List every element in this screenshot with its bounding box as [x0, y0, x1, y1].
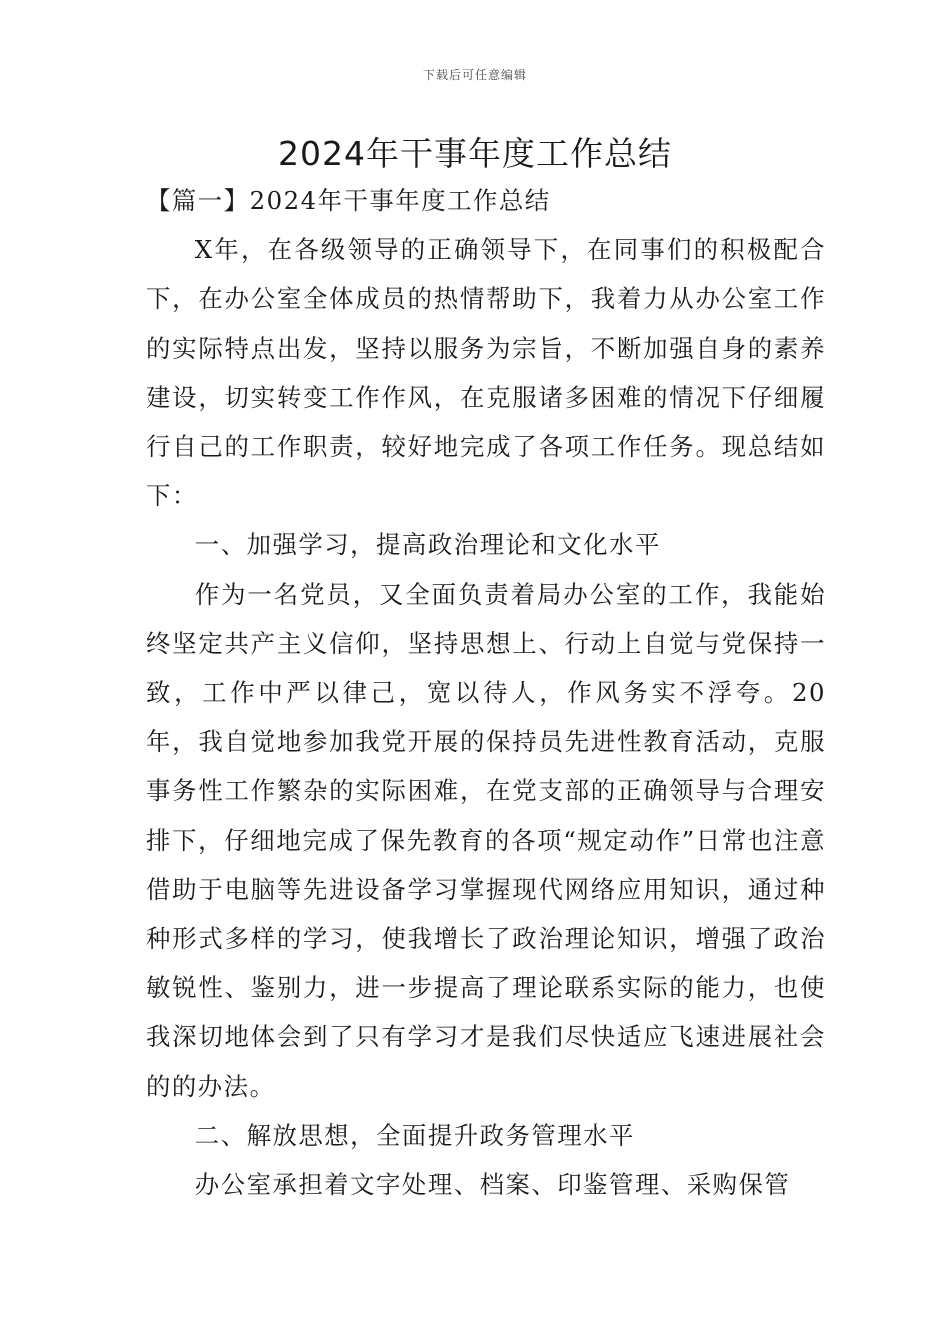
section-subtitle: 【篇一】2024年干事年度工作总结 — [146, 186, 551, 215]
paragraph-study: 作为一名党员，又全面负责着局办公室的工作，我能始终坚定共产主义信仰，坚持思想上、行动上自觉与党保持一致，工作中严以律己，宽以待人，作风务实不浮夸。20年，我自觉地参加我党开展的保持员先进性教育活动，克服事务性工作繁杂的实际困难，在党支部的正确领导与合理安排下，仔细地完成了保先教育的各项“规定动作”日常也注意借助于电脑等先进设备学习掌握现代网络应用知识，通过种种形式多样的学习，使我增长了政治理论知识，增强了政治敏锐性、鉴别力，进一步提高了理论联系实际的能力，也使我深切地体会到了只有学习才是我们尽快适应飞速进展社会的的办法。 — [146, 579, 826, 1101]
section-heading-1: 一、加强学习，提高政治理论和文化水平 — [194, 530, 661, 560]
document-body — [146, 176, 826, 1209]
paragraph-intro: X年，在各级领导的正确领导下，在同事们的积极配合下，在办公室全体成员的热情帮助下，我着力从办公室工作的实际特点出发，坚持以服务为宗旨，不断加强自身的素养建设，切实转变工作作风，在克服诸多困难的情况下仔细履行自己的工作职责，较好地完成了各项工作任务。现总结如下： — [146, 235, 826, 511]
header-note: 下载后可任意编辑 — [422, 68, 527, 82]
document-title: 2024年干事年度工作总结 — [278, 134, 672, 173]
section-heading-2: 二、解放思想，全面提升政务管理水平 — [194, 1120, 635, 1150]
paragraph-office: 办公室承担着文字处理、档案、印鉴管理、采购保管 — [194, 1170, 791, 1200]
